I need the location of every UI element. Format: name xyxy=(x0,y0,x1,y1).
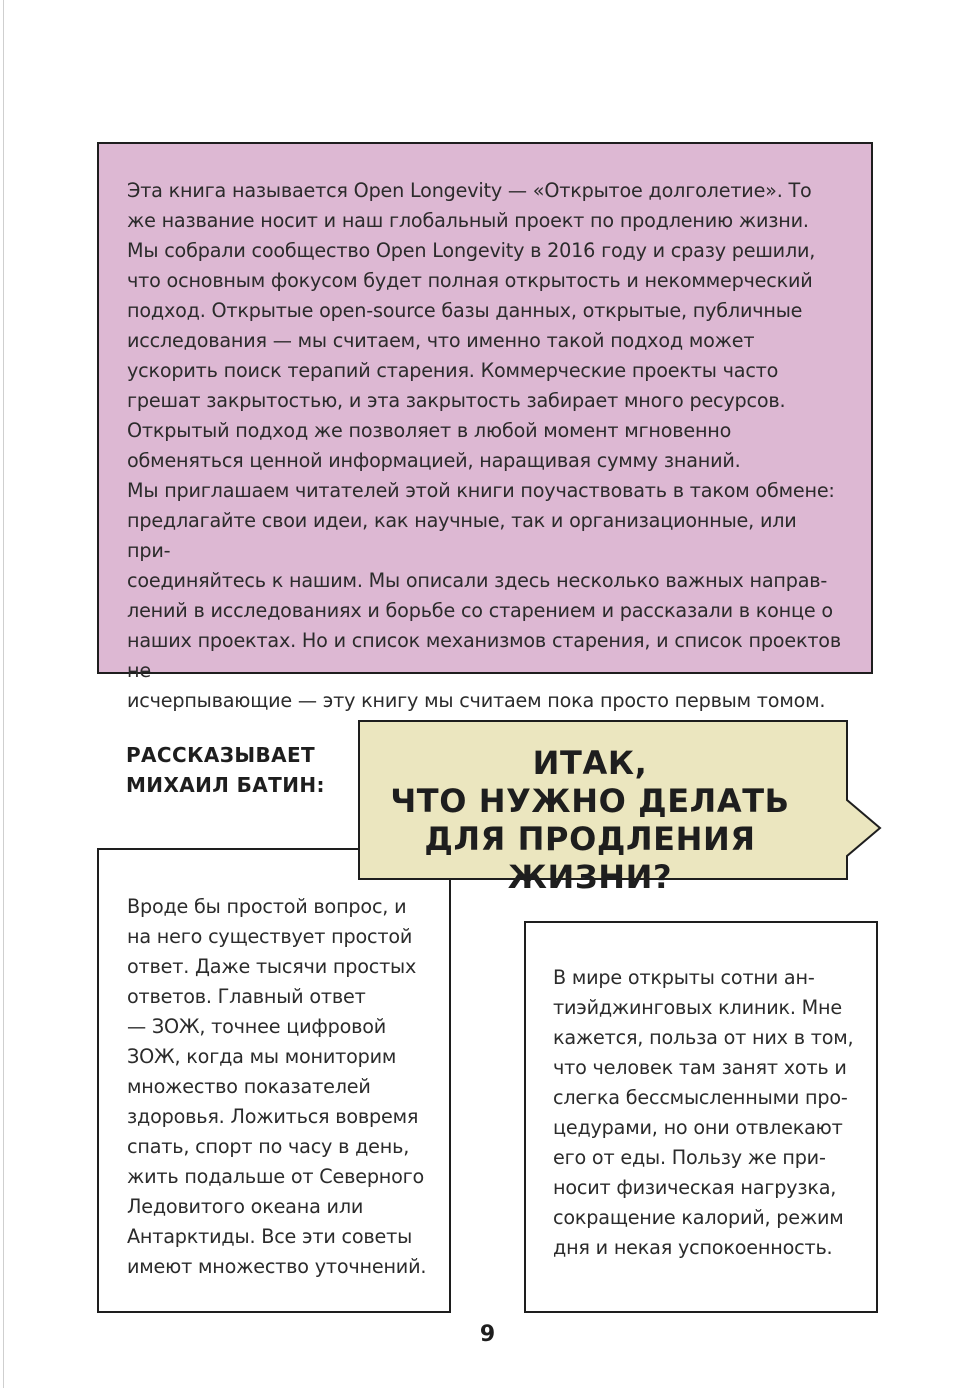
panel-left-line: имеют множество уточнений. xyxy=(127,1255,427,1278)
intro-line: исследования — мы считаем, что именно такой подход может xyxy=(127,329,755,352)
panel-right-line: цедурами, но они отвлекают xyxy=(553,1116,843,1139)
intro-line: что основным фокусом будет полная открытость и некоммерческий xyxy=(127,269,813,292)
panel-right-line: слегка бессмысленными про- xyxy=(553,1086,848,1109)
panel-left-line: ответов. Главный ответ xyxy=(127,985,366,1008)
bubble-line-3: ДЛЯ ПРОДЛЕНИЯ ЖИЗНИ? xyxy=(424,820,756,896)
panel-right-line: сокращение калорий, режим xyxy=(553,1206,844,1229)
intro-line: обменяться ценной информацией, наращивая сумму знаний. xyxy=(127,449,741,472)
speech-bubble-title xyxy=(360,744,820,896)
panel-left-line: Антарктиды. Все эти советы xyxy=(127,1225,413,1248)
page-number: 9 xyxy=(479,1322,496,1347)
panel-left-line: множество показателей xyxy=(127,1075,371,1098)
panel-right-line: тиэйджинговых клиник. Мне xyxy=(553,996,842,1019)
intro-line: предлагайте свои идеи, как научные, так и организационные, или при- xyxy=(127,509,797,562)
intro-line: соединяйтесь к нашим. Мы описали здесь несколько важных направ- xyxy=(127,569,828,592)
bubble-line-2: ЧТО НУЖНО ДЕЛАТЬ xyxy=(390,782,790,820)
intro-line: подход. Открытые open-source базы данных, открытые, публичные xyxy=(127,299,803,322)
panel-left-line: здоровья. Ложиться вовремя xyxy=(127,1105,419,1128)
panel-left-line: Вроде бы простой вопрос, и xyxy=(127,895,407,918)
panel-right-line: что человек там занят хоть и xyxy=(553,1056,847,1079)
intro-line: исчерпывающие — эту книгу мы считаем пока просто первым томом. xyxy=(127,689,826,712)
bubble-line-1: ИТАК, xyxy=(532,744,648,782)
panel-left-line: на него существует простой xyxy=(127,925,413,948)
intro-line: Мы собрали сообщество Open Longevity в 2016 году и сразу решили, xyxy=(127,239,816,262)
intro-line: ускорить поиск терапий старения. Коммерческие проекты часто xyxy=(127,359,779,382)
narrator-line-2: МИХАИЛ БАТИН: xyxy=(126,773,325,797)
panel-right-line: кажется, польза от них в том, xyxy=(553,1026,854,1049)
panel-left-line: ответ. Даже тысячи простых xyxy=(127,955,417,978)
narrator-line-1: РАССКАЗЫВАЕТ xyxy=(126,743,316,767)
panel-left-line: Ледовитого океана или xyxy=(127,1195,364,1218)
intro-line: Открытый подход же позволяет в любой момент мгновенно xyxy=(127,419,732,442)
intro-line: же название носит и наш глобальный проект по продлению жизни. xyxy=(127,209,809,232)
panel-right-line: В мире открыты сотни ан- xyxy=(553,966,815,989)
panel-right-line: носит физическая нагрузка, xyxy=(553,1176,837,1199)
panel-right-line: дня и некая успокоенность. xyxy=(553,1236,833,1259)
intro-line: Мы приглашаем читателей этой книги поучаствовать в таком обмене: xyxy=(127,479,835,502)
intro-line: наших проектах. Но и список механизмов старения, и список проектов не xyxy=(127,629,841,682)
panel-left-line: спать, спорт по часу в день, xyxy=(127,1135,410,1158)
panel-right-line: его от еды. Пользу же при- xyxy=(553,1146,826,1169)
intro-line: лений в исследованиях и борьбе со старением и рассказали в конце о xyxy=(127,599,833,622)
panel-left-line: жить подальше от Северного xyxy=(127,1165,425,1188)
intro-line: грешат закрытостью, и эта закрытость забирает много ресурсов. xyxy=(127,389,786,412)
panel-right xyxy=(524,921,878,1313)
intro-line: Эта книга называется Open Longevity — «Открытое долголетие». То xyxy=(127,179,812,202)
panel-left-line: ЗОЖ, когда мы мониторим xyxy=(127,1045,397,1068)
panel-left-line: — ЗОЖ, точнее цифровой xyxy=(127,1015,387,1038)
